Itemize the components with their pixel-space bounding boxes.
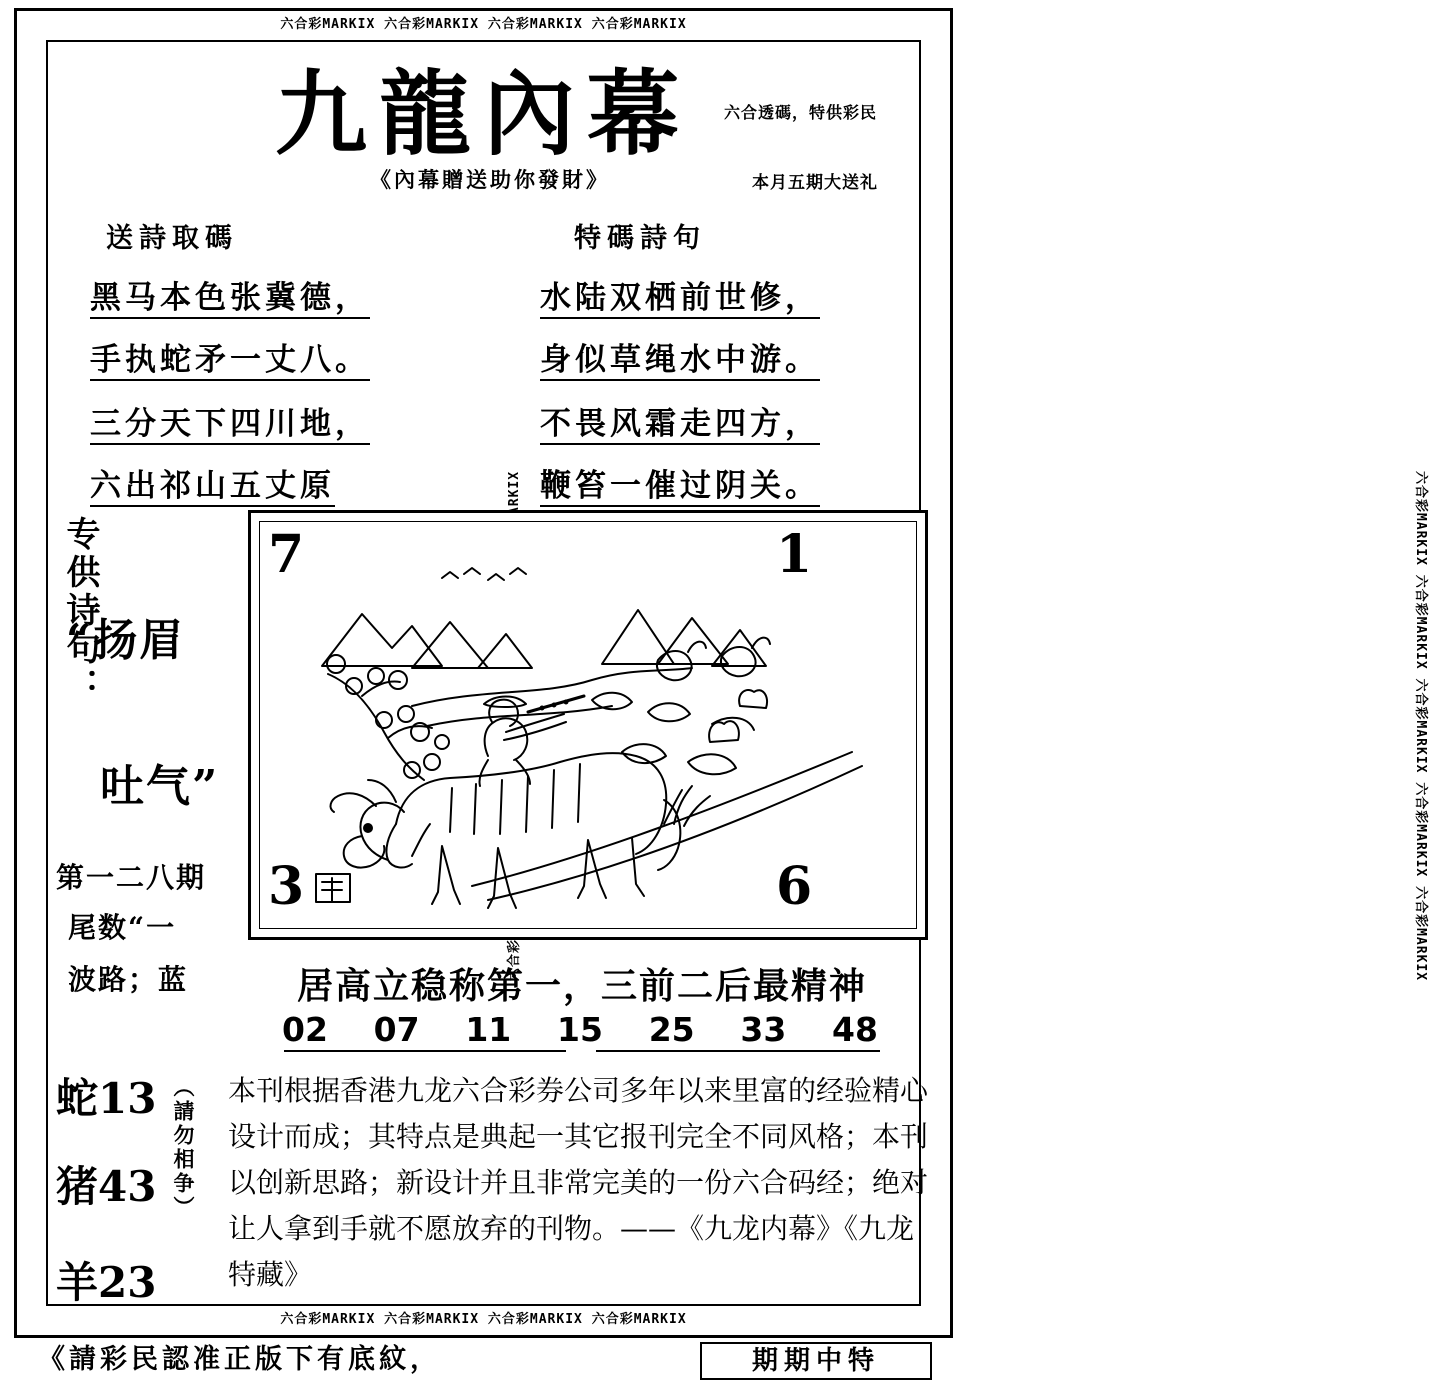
numbers-underline-left [284, 1050, 566, 1052]
right-poem-line-2-text: 身似草绳水中游。 [540, 342, 820, 381]
corner-number-bottom-left: 3 [268, 856, 305, 917]
page-title: 九龍內幕 [274, 60, 691, 168]
right-poem-line-1-text: 水陆双栖前世修， [540, 280, 820, 319]
headline-slogan: 居高立稳称第一，三前二后最精神 [296, 965, 867, 1007]
page-subtitle: 《內幕贈送助你發財》 [370, 167, 610, 192]
border-band-left-wrap [16, 40, 46, 1306]
lucky-number-4: 15 [557, 1010, 603, 1049]
border-band-top: 六合彩MARKIX 六合彩MARKIX 六合彩MARKIX 六合彩MARKIX [280, 17, 687, 32]
left-poem-line-1-text: 黑马本色张冀德， [90, 280, 370, 319]
slogan-line-2: 吐气” [100, 761, 220, 812]
zodiac-entry-3 [56, 1250, 156, 1310]
border-band-right: 六合彩MARKIX 六合彩MARKIX 六合彩MARKIX 六合彩MARKIX 六合彩MARKIX [1413, 470, 1428, 982]
right-poem-line-1 [540, 272, 820, 317]
lucky-number-2: 07 [373, 1010, 420, 1049]
corner-number-top-left: 7 [268, 524, 305, 585]
tail-digit-hint: 尾数“一 [68, 911, 177, 944]
bottom-slogan-box: 期期中特 [700, 1342, 932, 1380]
zodiac-entry-2 [56, 1154, 156, 1214]
special-verse-label: 专供诗句： [60, 516, 100, 706]
left-poem-line-2 [90, 334, 370, 379]
right-poem-line-3-text: 不畏风霜走四方， [540, 406, 820, 445]
lucky-numbers-row [280, 1010, 880, 1049]
zodiac-number-3: 23 [98, 1258, 157, 1307]
lucky-number-7: 48 [832, 1010, 878, 1049]
right-poem-line-2 [540, 334, 820, 379]
zodiac-name-3: 羊 [56, 1258, 99, 1307]
right-poem-line-4 [540, 460, 820, 505]
issue-number: 第一二八期 [56, 861, 207, 894]
left-poem-line-2-text: 手执蛇矛一丈八。 [90, 342, 370, 381]
boy-on-buffalo-illustration [292, 556, 892, 916]
zodiac-entry-1 [56, 1066, 156, 1126]
zodiac-name-2: 猪 [56, 1162, 99, 1211]
corner-number-bottom-right: 6 [776, 856, 813, 917]
slogan-line-1: “扬眉 [66, 615, 186, 666]
right-poem-heading: 特碼詩句 [574, 223, 706, 254]
wave-color-hint: 波路；蓝 [68, 963, 189, 996]
warning-note: （請勿相争） [171, 1076, 196, 1220]
left-poem-line-4-text: 六出祁山五丈原 [90, 468, 335, 507]
right-poem-line-3 [540, 398, 820, 443]
numbers-underline-right [596, 1050, 880, 1052]
border-band-bottom: 六合彩MARKIX 六合彩MARKIX 六合彩MARKIX 六合彩MARKIX [280, 1312, 687, 1327]
lucky-number-1: 02 [282, 1010, 328, 1049]
zodiac-name-1: 蛇 [56, 1074, 99, 1123]
left-poem-line-3-text: 三分天下四川地， [90, 406, 370, 445]
lucky-number-5: 25 [648, 1010, 695, 1049]
header-tagline: 六合透碼，特供彩民 [724, 103, 878, 122]
zodiac-number-1: 13 [98, 1074, 157, 1123]
left-poem-heading: 送詩取碼 [106, 223, 238, 254]
left-poem-line-4 [90, 460, 335, 505]
bottom-notice: 《請彩民認准正版下有底紋， [38, 1344, 441, 1375]
body-paragraph: 本刊根据香港九龙六合彩券公司多年以来里富的经验精心设计而成；其特点是典起一其它报刊完全不同风格；本刊以创新思路；新设计并且非常完美的一份六合码经；绝对让人拿到手就不愿放弃的刊物。——《九龙内幕》《九龙特藏》 [228, 1074, 929, 1291]
lucky-number-6: 33 [740, 1010, 787, 1049]
lucky-number-3: 11 [465, 1010, 512, 1049]
header-promo: 本月五期大送礼 [752, 173, 878, 193]
left-poem-line-3 [90, 398, 370, 443]
left-poem-line-1 [90, 272, 370, 317]
right-poem-line-4-text: 鞭笞一催过阴关。 [540, 468, 820, 507]
corner-number-top-right: 1 [776, 524, 813, 585]
zodiac-number-2: 43 [98, 1162, 157, 1211]
